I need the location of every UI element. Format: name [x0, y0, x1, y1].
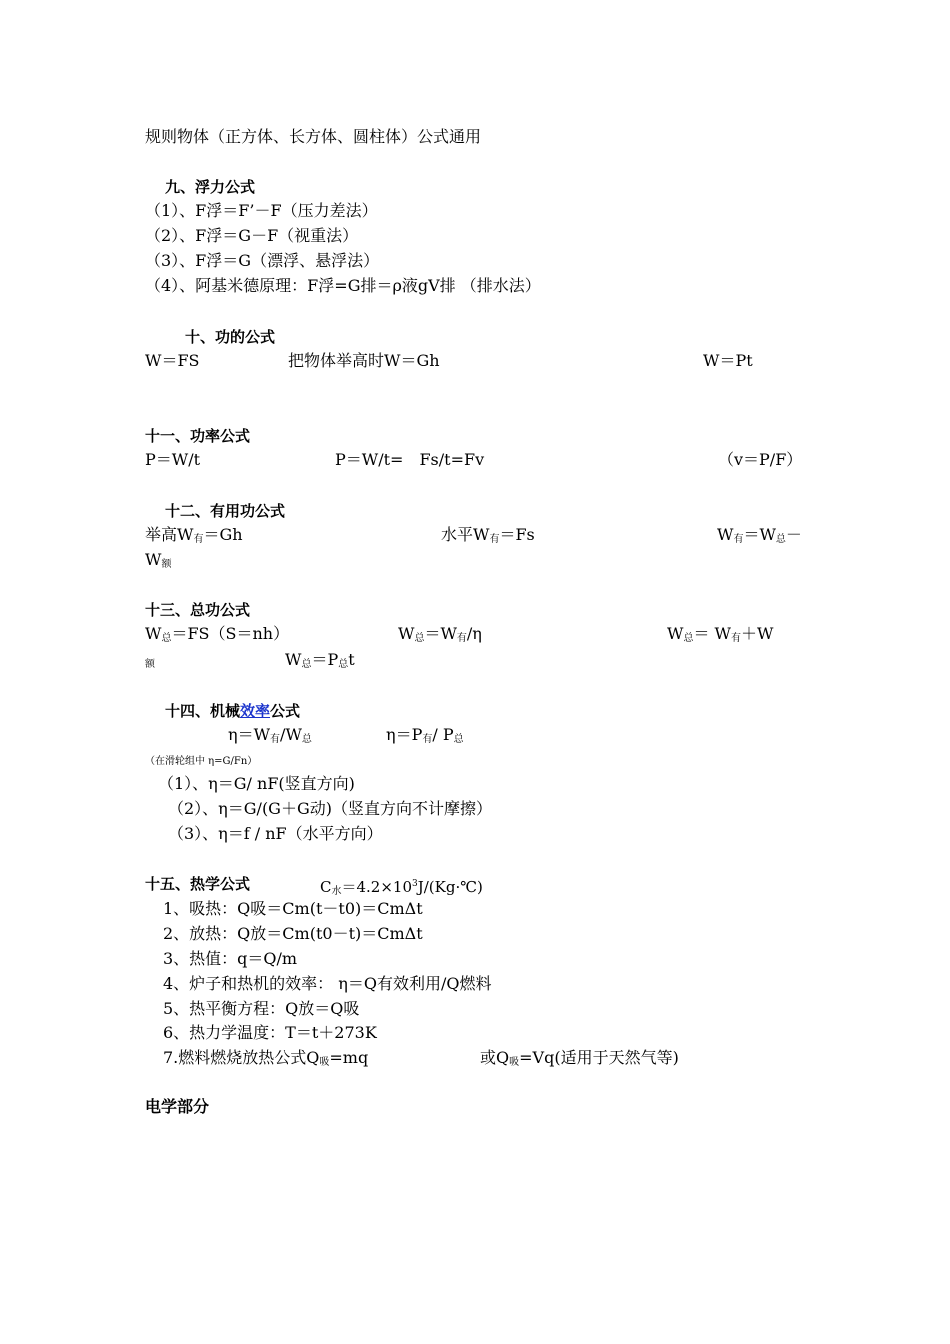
useful-work-formula-3-cont: $W_额$ [145, 550, 172, 570]
heat-heading: 十五、热学公式 [145, 875, 251, 893]
total-work-formula-2: $W_总=W_有/\eta$ [398, 624, 482, 644]
heat-item: 2、放热：Q放＝Cm(t0－t)＝CmΔt [163, 924, 423, 943]
heat-item-7b: 或$Q_吸=Vq$(适用于天然气等) [480, 1048, 679, 1068]
heat-item: 5、热平衡方程：Q放＝Q吸 [163, 999, 360, 1018]
power-formula-2: P＝W/t= Fs/t=Fv [335, 450, 485, 469]
total-work-formula-3: $W_总= W_有+W$ [667, 624, 774, 644]
power-heading: 十一、功率公式 [145, 427, 251, 445]
power-formula-3: （v＝P/F） [718, 450, 803, 469]
total-work-formula-1: $W_总=FS(S=nh)$ [145, 624, 290, 644]
efficiency-item: （1）、η＝G/ nF(竖直方向) [158, 774, 355, 793]
water-specific-heat: $C_水=4.2\times 10^3J/(Kg\cdot℃)$ [320, 878, 483, 897]
total-work-formula-4: $W_总=P_总t$ [285, 650, 355, 670]
heat-item: 3、热值：q＝Q/m [163, 949, 298, 968]
work-formula-3: W＝Pt [703, 351, 753, 370]
heat-item: 4、炉子和热机的效率： η＝Q有效利用/Q燃料 [163, 974, 492, 993]
total-work-formula-3-cont: 额 [145, 659, 155, 670]
intro-text: 规则物体（正方体、长方体、圆柱体）公式通用 [145, 127, 482, 146]
electric-heading: 电学部分 [145, 1097, 210, 1116]
efficiency-formula-2: $\eta=P_有/$ $P_总$ [386, 725, 464, 745]
buoyancy-item: （4）、阿基米德原理：F浮=G排＝ρ液gV排 （排水法） [145, 276, 541, 295]
useful-work-formula-1: 举高$W_有=Gh$ [145, 525, 243, 545]
buoyancy-item: （2）、F浮＝G－F（视重法） [145, 226, 359, 245]
heat-item: 1、吸热：Q吸＝Cm(t－t0)＝CmΔt [163, 899, 423, 918]
buoyancy-item: （3）、F浮＝G（漂浮、悬浮法） [145, 251, 380, 270]
work-formula-1: W＝FS [145, 351, 200, 370]
efficiency-note: （在滑轮组中 η=G/Fn） [145, 756, 258, 767]
power-formula-1: P＝W/t [145, 450, 201, 469]
useful-work-formula-3: $W_有=W_总-$ [717, 525, 802, 545]
work-heading: 十、功的公式 [185, 328, 276, 346]
buoyancy-heading: 九、浮力公式 [165, 178, 256, 196]
useful-work-formula-2: 水平$W_有=Fs$ [441, 525, 535, 545]
efficiency-heading: 十四、机械效率公式 [165, 702, 301, 720]
heat-item-7a: 7.燃料燃烧放热公式$Q_吸=mq$ [163, 1048, 369, 1068]
work-formula-2: 把物体举高时W＝Gh [288, 351, 440, 370]
efficiency-link[interactable]: 效率 [240, 702, 271, 720]
useful-work-heading: 十二、有用功公式 [165, 502, 286, 520]
heat-item: 6、热力学温度：T＝t＋273K [163, 1023, 377, 1042]
buoyancy-item: （1）、F浮＝F’－F（压力差法） [145, 201, 378, 220]
total-work-heading: 十三、总功公式 [145, 601, 251, 619]
efficiency-item: （3）、η＝f / nF（水平方向） [168, 824, 383, 843]
efficiency-item: （2）、η＝G/(G＋G动)（竖直方向不计摩擦） [168, 799, 492, 818]
efficiency-formula-1: $\eta=W_有/W_总$ [228, 725, 312, 745]
